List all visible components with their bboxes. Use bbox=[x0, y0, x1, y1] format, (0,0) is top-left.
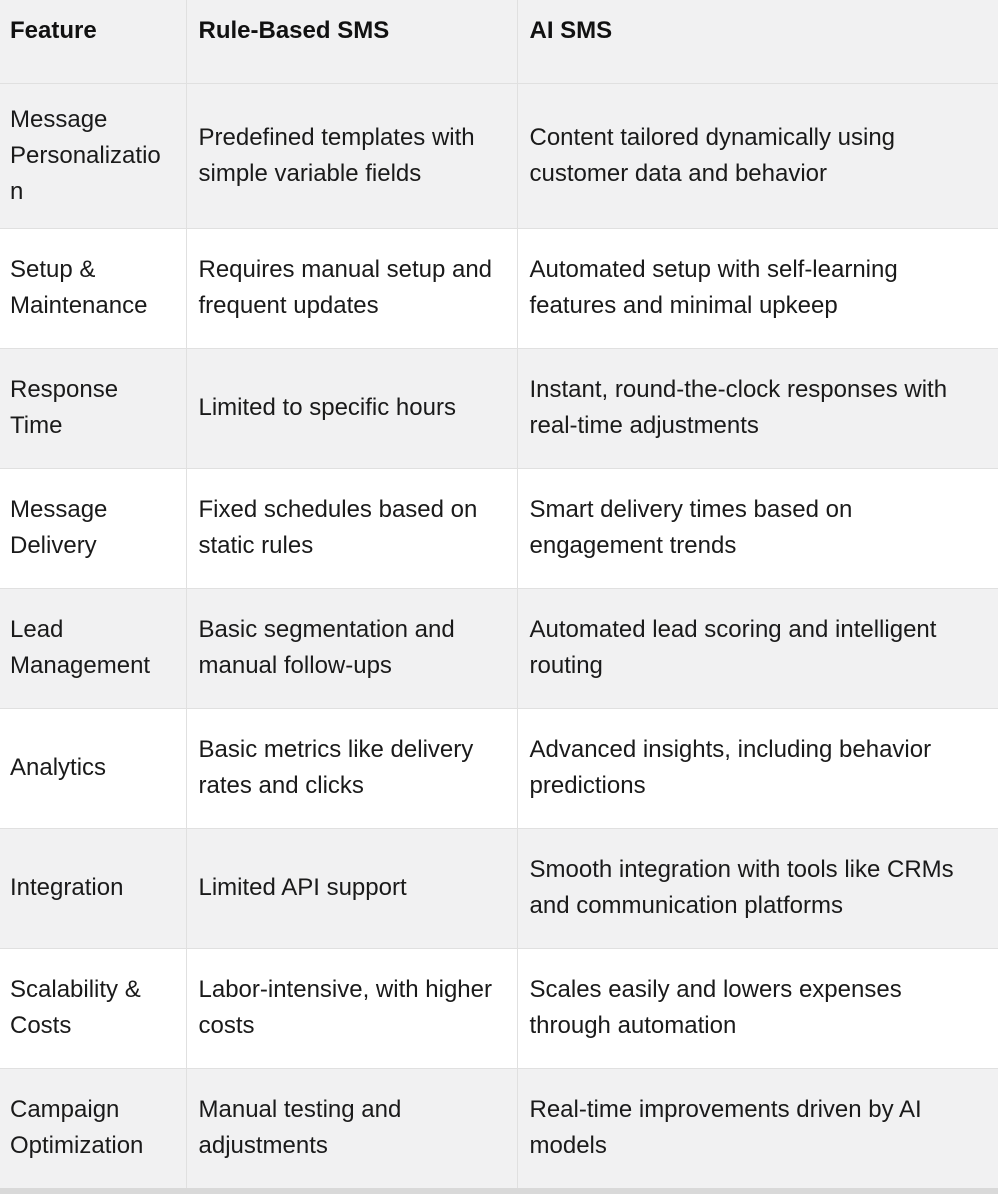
column-header-feature: Feature bbox=[0, 0, 186, 83]
ai-cell: Smooth integration with tools like CRMs and communication platforms bbox=[517, 828, 998, 948]
feature-cell: Campaign Optimization bbox=[0, 1068, 186, 1188]
ai-cell: Content tailored dynamically using customer data and behavior bbox=[517, 83, 998, 228]
ai-cell: Scales easily and lowers expenses through automation bbox=[517, 948, 998, 1068]
feature-cell: Message Personalization bbox=[0, 83, 186, 228]
table-row bbox=[0, 708, 998, 828]
feature-cell: Lead Management bbox=[0, 588, 186, 708]
ai-cell: Automated lead scoring and intelligent routing bbox=[517, 588, 998, 708]
table-row bbox=[0, 1068, 998, 1188]
ai-cell: Real-time improvements driven by AI models bbox=[517, 1068, 998, 1188]
table-row bbox=[0, 948, 998, 1068]
rule-based-cell: Limited to specific hours bbox=[186, 348, 517, 468]
column-header-ai-sms: AI SMS bbox=[517, 0, 998, 83]
table-row bbox=[0, 828, 998, 948]
table-header-row bbox=[0, 0, 998, 83]
feature-cell: Scalability & Costs bbox=[0, 948, 186, 1068]
table-row bbox=[0, 83, 998, 228]
rule-based-cell: Basic segmentation and manual follow-ups bbox=[186, 588, 517, 708]
feature-cell: Response Time bbox=[0, 348, 186, 468]
ai-cell: Smart delivery times based on engagement trends bbox=[517, 468, 998, 588]
feature-cell: Message Delivery bbox=[0, 468, 186, 588]
table-row bbox=[0, 468, 998, 588]
table-row bbox=[0, 228, 998, 348]
feature-cell: Integration bbox=[0, 828, 186, 948]
rule-based-cell: Basic metrics like delivery rates and clicks bbox=[186, 708, 517, 828]
bottom-edge-strip bbox=[0, 1188, 998, 1194]
ai-cell: Instant, round-the-clock responses with real-time adjustments bbox=[517, 348, 998, 468]
table-row bbox=[0, 588, 998, 708]
rule-based-cell: Predefined templates with simple variable fields bbox=[186, 83, 517, 228]
feature-cell: Setup & Maintenance bbox=[0, 228, 186, 348]
rule-based-cell: Limited API support bbox=[186, 828, 517, 948]
column-header-rule-based-sms: Rule-Based SMS bbox=[186, 0, 517, 83]
table-row bbox=[0, 348, 998, 468]
ai-cell: Automated setup with self-learning features and minimal upkeep bbox=[517, 228, 998, 348]
ai-cell: Advanced insights, including behavior predictions bbox=[517, 708, 998, 828]
feature-cell: Analytics bbox=[0, 708, 186, 828]
rule-based-cell: Requires manual setup and frequent updates bbox=[186, 228, 517, 348]
rule-based-cell: Fixed schedules based on static rules bbox=[186, 468, 517, 588]
rule-based-cell: Manual testing and adjustments bbox=[186, 1068, 517, 1188]
rule-based-cell: Labor-intensive, with higher costs bbox=[186, 948, 517, 1068]
